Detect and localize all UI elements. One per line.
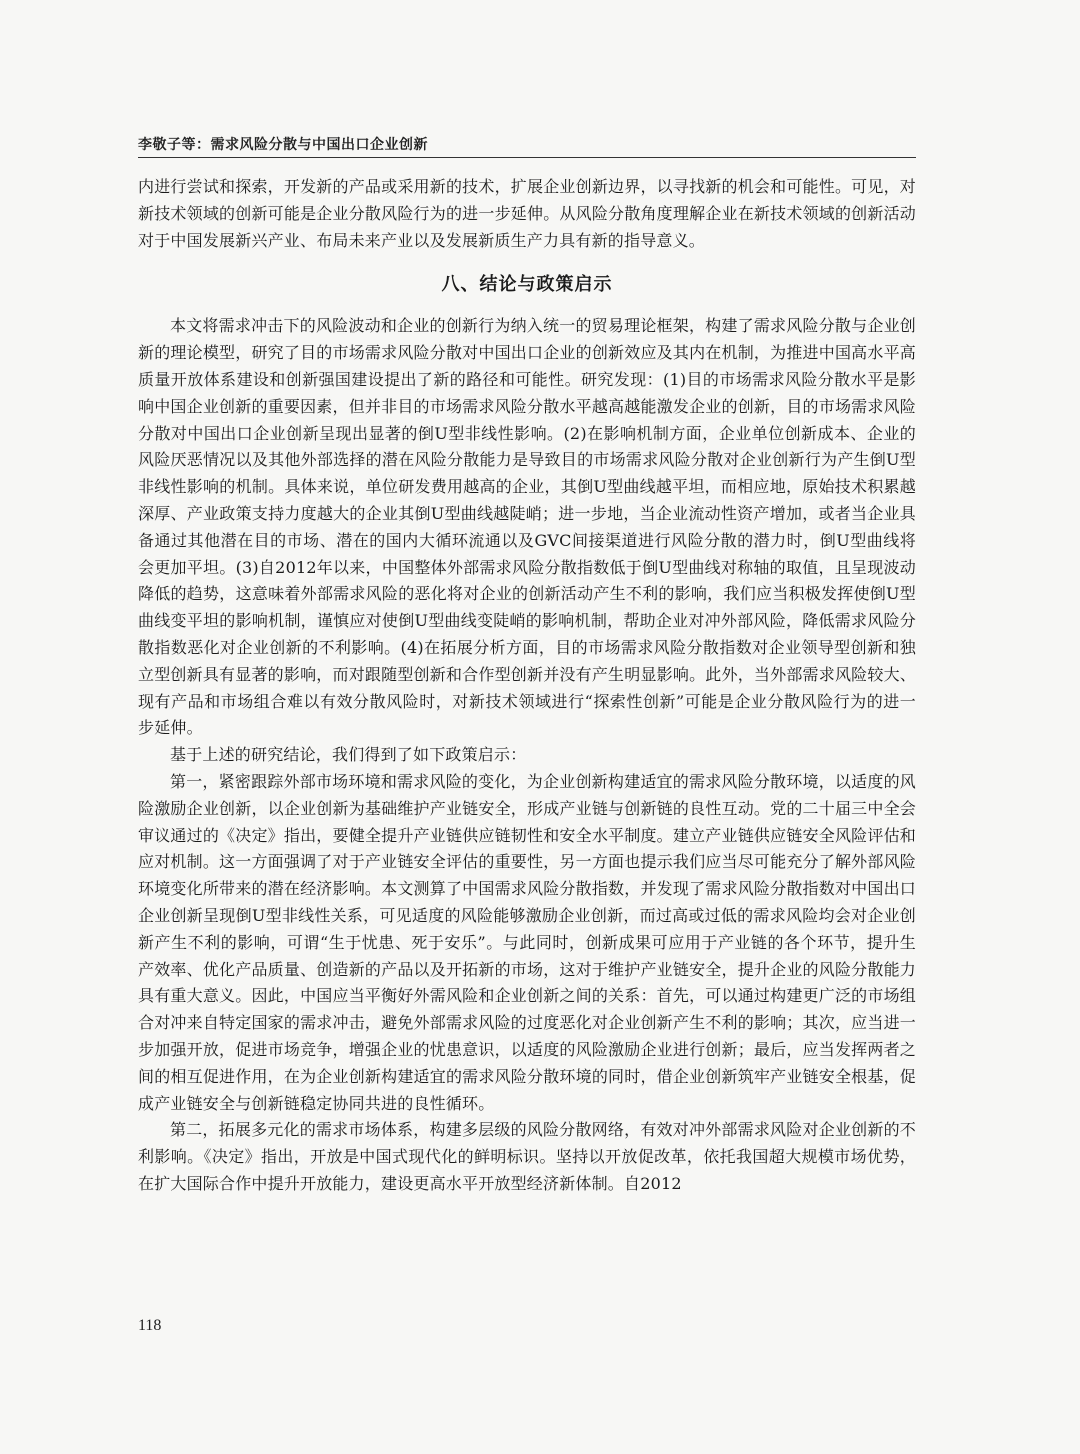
header-rule: [138, 157, 916, 158]
intro-paragraph: 内进行尝试和探索，开发新的产品或采用新的技术，扩展企业创新边界，以寻找新的机会和可能性。可见，对新技术领域的创新可能是企业分散风险行为的进一步延伸。从风险分散角度理解企业在新技术领域的创新活动对于中国发展新兴产业、布局未来产业以及发展新质生产力具有新的指导意义。: [138, 177, 916, 250]
page-number: 118: [138, 1317, 162, 1334]
policy-intro-paragraph: 基于上述的研究结论，我们得到了如下政策启示：: [170, 745, 527, 765]
running-header: 李敬子等：需求风险分散与中国出口企业创新: [138, 137, 428, 153]
findings-paragraph: 本文将需求冲击下的风险波动和企业的创新行为纳入统一的贸易理论框架，构建了需求风险分散与企业创新的理论模型，研究了目的市场需求风险分散对中国出口企业的创新效应及其内在机制，为推进中国高水平高质量开放体系建设和创新强国建设提出了新的路径和可能性。研究发现：(1)目的市场需求风险分散水平是影响中国企业创新的重要因素，但并非目的市场需求风险分散水平越高越能激发企业的创新，目的市场需求风险分散对中国出口企业创新呈现出显著的倒U型非线性影响。(2)在影响机制方面，企业单位创新成本、企业的风险厌恶情况以及其他外部选择的潜在风险分散能力是导致目的市场需求风险分散对企业创新行为产生倒U型非线性影响的机制。具体来说，单位研发费用越高的企业，其倒U型曲线越平坦，而相应地，原始技术积累越深厚、产业政策支持力度越大的企业其倒U型曲线越陡峭；进一步地，当企业流动性资产增加，或者当企业具备通过其他潜在目的市场、潜在的国内大循环流通以及GVC间接渠道进行风险分散的潜力时，倒U型曲线将会更加平坦。(3)自2012年以来，中国整体外部需求风险分散指数低于倒U型曲线对称轴的取值，且呈现波动降低的趋势，这意味着外部需求风险的恶化将对企业的创新活动产生不利的影响，我们应当积极发挥使倒U型曲线变平坦的影响机制，谨慎应对使倒U型曲线变陡峭的影响机制，帮助企业对冲外部风险，降低需求风险分散指数恶化对企业创新的不利影响。(4)在拓展分析方面，目的市场需求风险分散指数对企业领导型创新和独立型创新具有显著的影响，而对跟随型创新和合作型创新并没有产生明显影响。此外，当外部需求风险较大、现有产品和市场组合难以有效分散风险时，对新技术领域进行“探索性创新”可能是企业分散风险行为的进一步延伸。: [138, 316, 916, 738]
body-text: [138, 174, 916, 1198]
policy-first-paragraph: 第一，紧密跟踪外部市场环境和需求风险的变化，为企业创新构建适宜的需求风险分散环境，以适度的风险激励企业创新，以企业创新为基础维护产业链安全，形成产业链与创新链的良性互动。党的二十届三中全会审议通过的《决定》指出，要健全提升产业链供应链韧性和安全水平制度。建立产业链供应链安全风险评估和应对机制。这一方面强调了对于产业链安全评估的重要性，另一方面也提示我们应当尽可能充分了解外部风险环境变化所带来的潜在经济影响。本文测算了中国需求风险分散指数，并发现了需求风险分散指数对中国出口企业创新呈现倒U型非线性关系，可见适度的风险能够激励企业创新，而过高或过低的需求风险均会对企业创新产生不利的影响，可谓“生于忧患、死于安乐”。与此同时，创新成果可应用于产业链的各个环节，提升生产效率、优化产品质量、创造新的产品以及开拓新的市场，这对于维护产业链安全，提升企业的风险分散能力具有重大意义。因此，中国应当平衡好外需风险和企业创新之间的关系：首先，可以通过构建更广泛的市场组合对冲来自特定国家的需求冲击，避免外部需求风险的过度恶化对企业创新产生不利的影响；其次，应当进一步加强开放，促进市场竞争，增强企业的忧患意识，以适度的风险激励企业进行创新；最后，应当发挥两者之间的相互促进作用，在为企业创新构建适宜的需求风险分散环境的同时，借企业创新筑牢产业链安全根基，促成产业链安全与创新链稳定协同共进的良性循环。: [138, 771, 916, 1113]
policy-second-paragraph: 第二，拓展多元化的需求市场体系，构建多层级的风险分散网络，有效对冲外部需求风险对企业创新的不利影响。《决定》指出，开放是中国式现代化的鲜明标识。坚持以开放促改革，依托我国超大规模市场优势，在扩大国际合作中提升开放能力，建设更高水平开放型经济新体制。自2012: [138, 1120, 916, 1193]
section-heading: 八、结论与政策启示: [441, 274, 613, 296]
